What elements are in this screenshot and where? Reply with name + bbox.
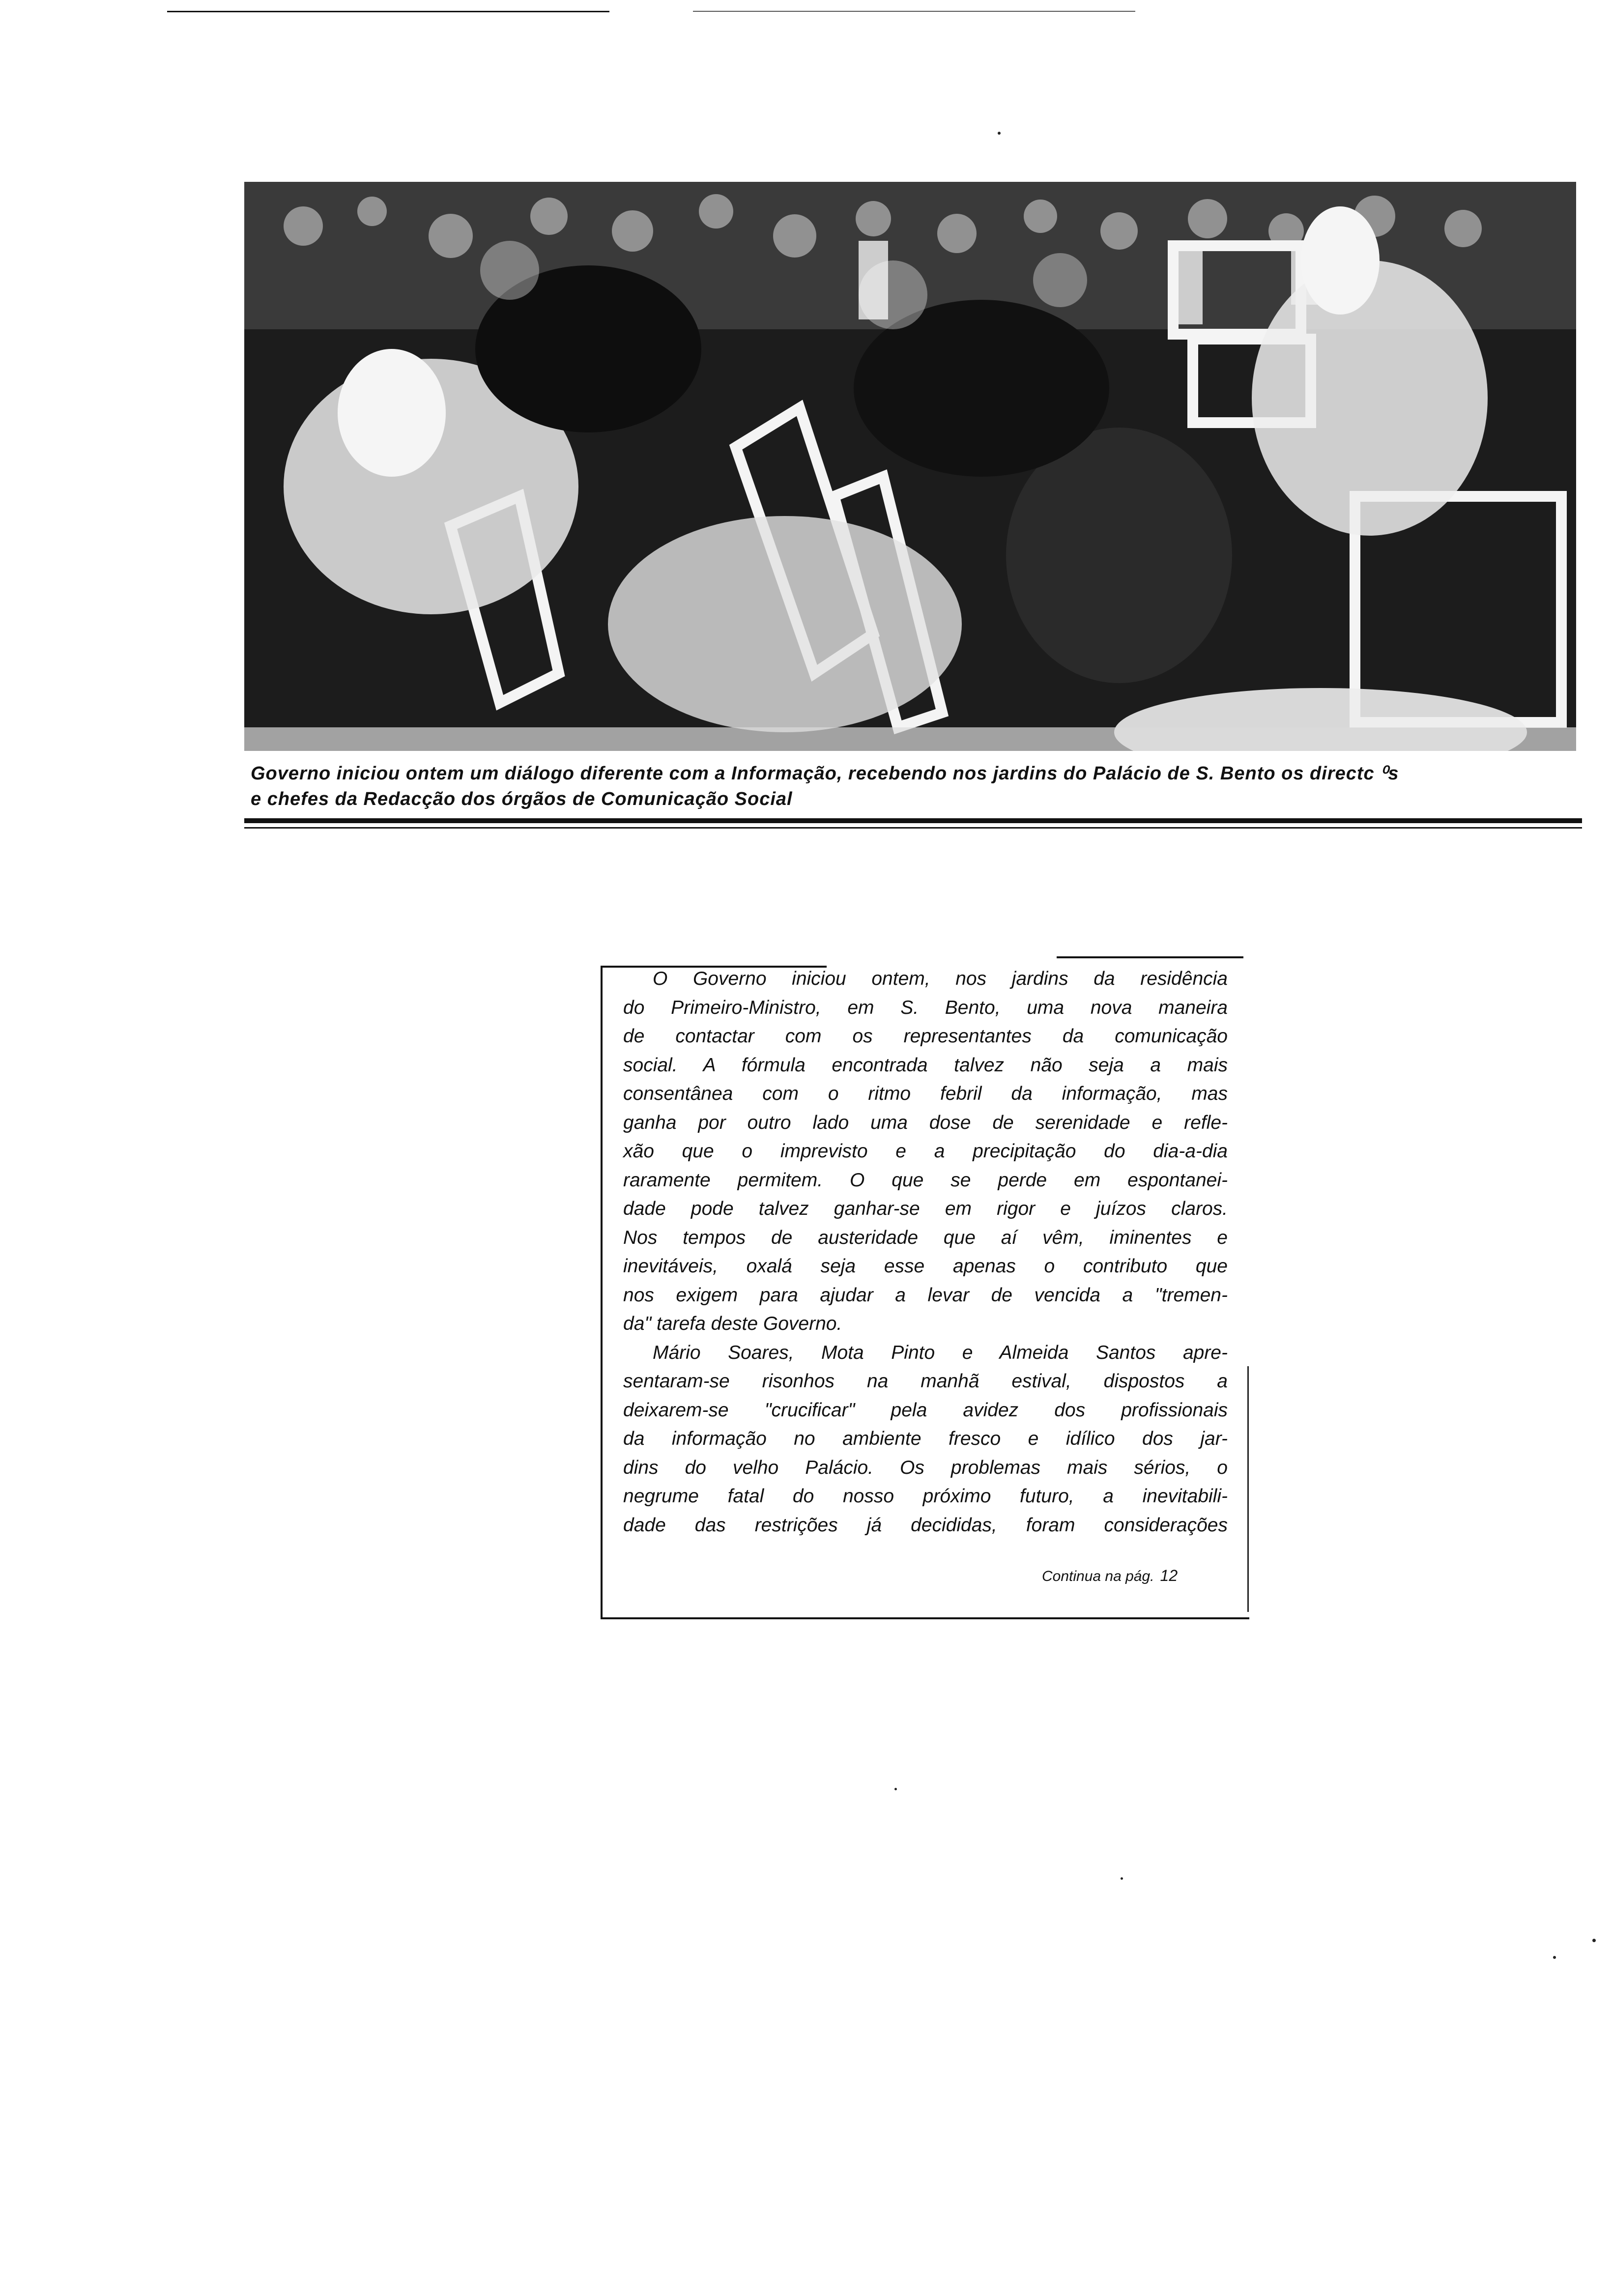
article-line: nos exigem para ajudar a levar de vencida a "tremen-: [623, 1284, 1228, 1306]
article-line: da" tarefa deste Governo.: [623, 1313, 842, 1334]
box-right-rule: [1247, 1366, 1249, 1612]
article-line: da informação no ambiente fresco e idílico dos jar-: [623, 1428, 1228, 1449]
article-line: do Primeiro-Ministro, em S. Bento, uma nova maneira: [623, 997, 1228, 1018]
scan-speck: [1592, 1939, 1596, 1942]
article-line: ganha por outro lado uma dose de serenidade e refle-: [623, 1112, 1228, 1133]
press-meeting-photo-icon: [244, 182, 1576, 751]
article-line: dade pode talvez ganhar-se em rigor e juízos claros.: [623, 1198, 1228, 1219]
article-line: dade das restrições já decididas, foram considerações: [623, 1514, 1228, 1536]
article-line: xão que o imprevisto e a precipitação do dia-a-dia: [623, 1141, 1228, 1162]
caption-line-2: e chefes da Redacção dos órgãos de Comunicação Social: [251, 789, 793, 809]
article-line: Mário Soares, Mota Pinto e Almeida Santos apre-: [653, 1342, 1228, 1363]
continue-page-number: 12: [1160, 1567, 1178, 1584]
scan-speck: [1553, 1956, 1556, 1959]
article-line: dins do velho Palácio. Os problemas mais sérios, o: [623, 1457, 1228, 1478]
article-line: Nos tempos de austeridade que aí vêm, iminentes e: [623, 1227, 1228, 1248]
continue-label: Continua na pág.: [1042, 1568, 1154, 1584]
article-line: deixarem-se "crucificar" pela avidez dos profissionais: [623, 1399, 1228, 1421]
photo-caption: [251, 761, 1587, 812]
article-line: social. A fórmula encontrada talvez não seja a mais: [623, 1054, 1228, 1076]
caption-rule-thick: [244, 818, 1582, 823]
article-line: sentaram-se risonhos na manhã estival, dispostos a: [623, 1371, 1228, 1392]
scan-speck: [894, 1788, 897, 1790]
article-line: de contactar com os representantes da comunicação: [623, 1026, 1228, 1047]
article-line: O Governo iniciou ontem, nos jardins da residência: [653, 968, 1228, 989]
box-top-right-rule: [1057, 956, 1243, 958]
article-line: negrume fatal do nosso próximo futuro, a inevitabili-: [623, 1486, 1228, 1507]
top-scan-line-left: [167, 11, 609, 12]
editorial-text: [623, 965, 1228, 1540]
box-left-rule: [601, 966, 603, 1619]
article-line: inevitáveis, oxalá seja esse apenas o contributo que: [623, 1256, 1228, 1277]
scan-speck: [998, 132, 1001, 135]
caption-line-1: Governo iniciou ontem um diálogo diferente com a Informação, recebendo nos jardins do Palácio de S. Bento os directc ⁰s: [251, 763, 1399, 784]
scan-speck: [1121, 1877, 1123, 1880]
press-meeting-photo: [244, 182, 1576, 751]
caption-rule-thin: [244, 827, 1582, 829]
article-line: raramente permitem. O que se perde em espontanei-: [623, 1169, 1228, 1191]
top-scan-line-right: [693, 11, 1135, 12]
article-line: consentânea com o ritmo febril da informação, mas: [623, 1083, 1228, 1104]
box-bottom-rule: [601, 1617, 1249, 1619]
continue-note: [1042, 1567, 1178, 1585]
